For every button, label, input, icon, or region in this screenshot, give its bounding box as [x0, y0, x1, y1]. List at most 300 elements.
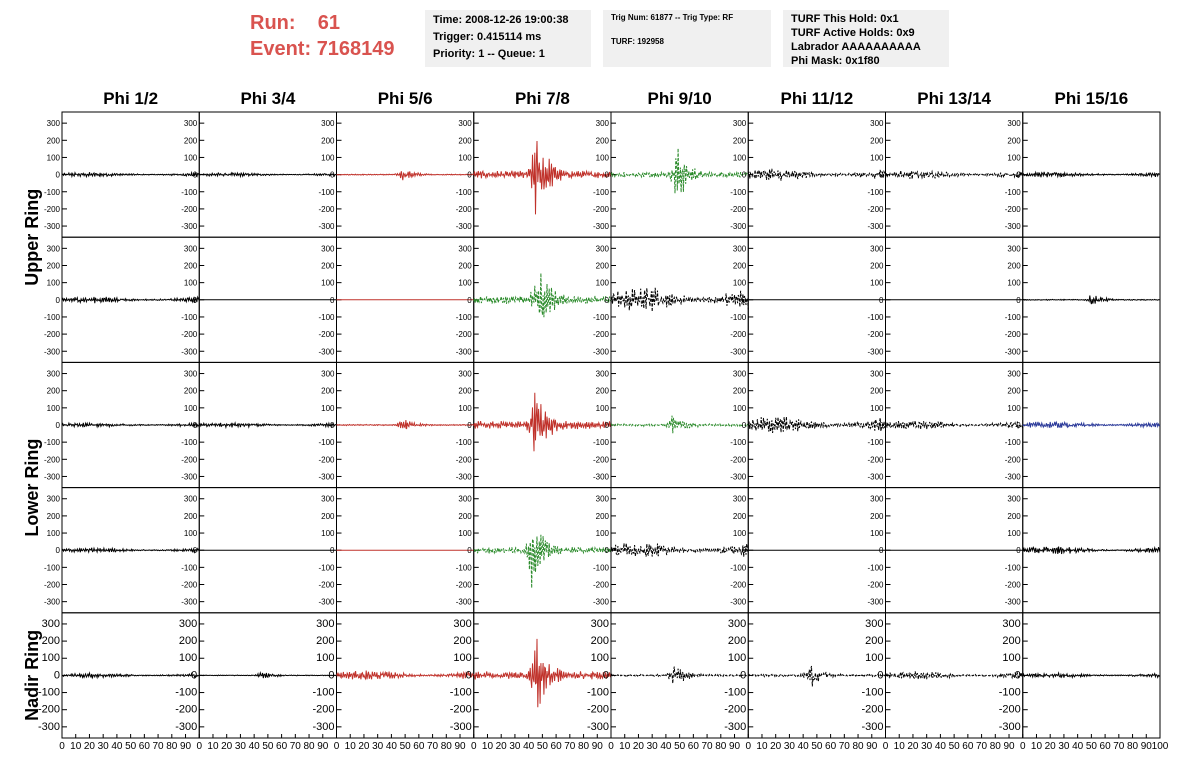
waveform-trace: [611, 543, 748, 556]
y-tick-label: 0: [879, 421, 884, 430]
y-tick-label: 300: [1007, 119, 1021, 129]
y-tick-label: 0: [879, 546, 884, 556]
y-tick-label: 200: [865, 635, 884, 648]
y-tick-label: -200: [867, 330, 884, 340]
y-tick-label: 0: [192, 170, 198, 180]
x-tick-label: 50: [125, 741, 137, 752]
y-tick-label: 0: [604, 170, 609, 180]
x-tick-label: 20: [358, 741, 370, 752]
y-tick-label: 0: [1016, 170, 1021, 180]
y-tick-label: 0: [53, 669, 60, 682]
row-label: Nadir Ring: [22, 629, 42, 721]
x-tick-label: 10: [70, 741, 82, 752]
event-label: Event:: [250, 38, 312, 60]
x-tick-label: 80: [989, 741, 1001, 752]
y-tick-label: -200: [867, 580, 884, 590]
y-tick-label: 100: [870, 153, 884, 163]
y-tick-label: 0: [741, 546, 747, 556]
y-tick-label: -200: [998, 703, 1021, 716]
y-tick-label: 200: [732, 136, 747, 146]
x-tick-label: 90: [591, 741, 603, 752]
y-tick-label: 300: [595, 244, 609, 254]
x-tick-label: 60: [413, 741, 425, 752]
x-tick-label: 20: [83, 741, 96, 752]
panel-frame: [611, 112, 748, 237]
y-tick-label: -100: [43, 563, 60, 573]
y-tick-label: -200: [181, 330, 198, 340]
y-tick-label: 0: [330, 170, 335, 180]
y-tick-label: -100: [998, 686, 1021, 699]
y-tick-label: -300: [455, 222, 472, 232]
y-tick-label: 0: [465, 669, 472, 682]
y-tick-label: -100: [861, 686, 884, 699]
y-tick-label: 300: [316, 617, 335, 630]
x-tick-label: 20: [221, 741, 233, 752]
x-tick-label: 80: [440, 741, 452, 752]
x-tick-label: 70: [427, 741, 439, 752]
waveform-trace: [62, 546, 199, 556]
x-tick-label: 60: [825, 741, 837, 752]
y-tick-label: -200: [586, 703, 609, 716]
y-tick-label: -100: [867, 438, 884, 448]
waveform-trace: [337, 420, 474, 429]
y-tick-label: -100: [43, 187, 60, 197]
y-tick-label: -300: [730, 222, 747, 232]
y-tick-label: 300: [732, 244, 747, 254]
y-tick-label: 200: [595, 511, 609, 521]
turf-hold-line: TURF This Hold: 0x1: [791, 13, 899, 25]
y-tick-label: -200: [592, 580, 609, 590]
x-tick-label: 60: [687, 741, 699, 752]
y-tick-label: 200: [458, 386, 472, 396]
x-tick-label: 0: [608, 741, 614, 752]
y-tick-label: 200: [727, 635, 747, 648]
y-tick-label: -100: [449, 686, 472, 699]
y-tick-label: -300: [1004, 472, 1021, 482]
x-tick-label: 20: [495, 741, 507, 752]
y-tick-label: -300: [449, 720, 472, 733]
x-tick-label: 50: [674, 741, 686, 752]
y-tick-label: 100: [732, 403, 747, 413]
x-tick-label: 0: [59, 741, 65, 752]
y-tick-label: 0: [741, 295, 747, 305]
y-tick-label: -100: [37, 686, 60, 699]
y-tick-label: 0: [467, 546, 472, 556]
y-tick-label: -300: [318, 472, 335, 482]
y-tick-label: -200: [1004, 455, 1021, 465]
x-tick-label: 30: [372, 741, 384, 752]
waveform-trace: [748, 417, 885, 433]
y-tick-label: 0: [192, 421, 198, 430]
y-tick-label: 100: [870, 278, 884, 288]
y-tick-label: -300: [1004, 222, 1021, 232]
y-tick-label: 200: [595, 136, 609, 146]
y-tick-label: -100: [730, 438, 747, 448]
y-tick-label: -100: [730, 563, 747, 573]
y-tick-label: -100: [1004, 563, 1021, 573]
x-tick-label: 40: [660, 741, 672, 752]
y-tick-label: -200: [592, 204, 609, 214]
column-title: Phi 13/14: [917, 89, 991, 108]
y-tick-label: 200: [870, 136, 884, 146]
y-tick-label: 200: [1007, 261, 1021, 271]
x-tick-label: 40: [523, 741, 535, 752]
y-tick-label: 200: [458, 511, 472, 521]
turf-count-line: TURF: 192958: [611, 37, 664, 46]
y-tick-label: 200: [183, 261, 198, 271]
y-tick-label: -100: [592, 187, 609, 197]
y-tick-label: 200: [595, 261, 609, 271]
y-tick-label: 200: [870, 511, 884, 521]
y-tick-label: 0: [741, 170, 747, 180]
y-tick-label: 0: [879, 170, 884, 180]
column-title: Phi 11/12: [780, 89, 854, 108]
waveform-trace: [1023, 296, 1160, 305]
y-tick-label: -100: [1004, 312, 1021, 322]
y-tick-label: -300: [1004, 347, 1021, 357]
y-tick-label: -100: [43, 312, 60, 322]
x-tick-label: 80: [166, 741, 178, 752]
column-title: Phi 15/16: [1054, 89, 1129, 108]
x-tick-label: 50: [399, 741, 411, 752]
y-tick-label: 100: [321, 153, 335, 163]
column-title: Phi 3/4: [240, 89, 296, 108]
y-tick-label: -100: [318, 563, 335, 573]
turf-active-line: TURF Active Holds: 0x9: [791, 27, 915, 39]
x-tick-label: 80: [303, 741, 315, 752]
column-title: Phi 5/6: [377, 89, 433, 108]
y-tick-label: -300: [312, 720, 335, 733]
y-tick-label: 200: [453, 635, 472, 648]
y-tick-label: 0: [604, 421, 609, 430]
x-tick-label: 40: [248, 741, 260, 752]
y-tick-label: -200: [455, 204, 472, 214]
y-tick-label: 300: [178, 617, 198, 630]
y-tick-label: 100: [183, 403, 198, 413]
waveform-trace: [886, 421, 1023, 430]
y-tick-label: -300: [318, 597, 335, 607]
y-tick-label: 200: [732, 511, 747, 521]
trigger-line: Trigger: 0.415114 ms: [433, 31, 542, 43]
x-tick-label: 0: [333, 741, 340, 752]
x-tick-label: 10: [756, 741, 768, 752]
y-tick-label: -100: [592, 312, 609, 322]
y-tick-label: -300: [455, 472, 472, 482]
x-tick-label: 10: [619, 741, 631, 752]
y-tick-label: 300: [183, 369, 198, 379]
x-tick-label: 60: [550, 741, 562, 752]
y-tick-label: -300: [37, 720, 60, 733]
y-tick-label: 300: [321, 369, 335, 379]
y-tick-label: -200: [449, 703, 472, 716]
y-tick-label: 300: [595, 119, 609, 129]
y-tick-label: -200: [181, 204, 198, 214]
y-tick-label: 0: [1014, 669, 1021, 682]
y-tick-label: 0: [467, 170, 472, 180]
y-tick-label: -100: [455, 187, 472, 197]
x-tick-label: 40: [934, 741, 946, 752]
y-tick-label: 100: [321, 529, 335, 539]
y-tick-label: 300: [732, 119, 747, 129]
y-tick-label: 100: [458, 403, 472, 413]
y-tick-label: -300: [730, 597, 747, 607]
y-tick-label: -200: [455, 455, 472, 465]
y-tick-label: 0: [192, 295, 198, 305]
row-label: Upper Ring: [22, 188, 42, 286]
y-tick-label: -300: [181, 222, 198, 232]
y-tick-label: -200: [181, 455, 198, 465]
y-tick-label: -100: [181, 312, 198, 322]
y-tick-label: -200: [43, 455, 60, 465]
y-tick-label: -100: [175, 686, 198, 699]
x-tick-label: 90: [728, 741, 741, 752]
x-tick-label: 70: [976, 741, 988, 752]
y-tick-label: 0: [330, 295, 335, 305]
y-tick-label: -100: [586, 686, 609, 699]
y-tick-label: 200: [458, 261, 472, 271]
y-tick-label: 300: [453, 617, 472, 630]
y-tick-label: 300: [732, 494, 747, 504]
y-tick-label: 300: [870, 494, 884, 504]
y-tick-label: -300: [181, 472, 198, 482]
waveform-trace: [337, 171, 474, 180]
y-tick-label: -100: [43, 438, 60, 448]
x-tick-label: 20: [770, 741, 782, 752]
waveform-trace: [1023, 673, 1160, 678]
y-tick-label: -300: [730, 472, 747, 482]
y-tick-label: 100: [458, 529, 472, 539]
priority-line: Priority: 1 -- Queue: 1: [433, 48, 545, 60]
x-tick-label: 50: [1085, 741, 1097, 752]
y-tick-label: 200: [870, 386, 884, 396]
y-tick-label: 300: [727, 617, 747, 630]
y-tick-label: -300: [998, 720, 1021, 733]
x-tick-label: 70: [838, 741, 850, 752]
waveform-trace: [199, 673, 336, 678]
y-tick-label: 300: [1007, 369, 1021, 379]
waveform-trace: [474, 141, 611, 214]
y-tick-label: -300: [867, 597, 884, 607]
y-tick-label: 300: [46, 494, 60, 504]
y-tick-label: -300: [43, 347, 60, 357]
panel-frame: [611, 488, 748, 613]
y-tick-label: -100: [867, 312, 884, 322]
y-tick-label: -300: [724, 720, 747, 733]
y-tick-label: 200: [321, 386, 335, 396]
y-tick-label: 300: [732, 369, 747, 379]
y-tick-label: -300: [43, 222, 60, 232]
waveform-trace: [199, 423, 336, 428]
y-tick-label: -200: [730, 580, 747, 590]
waveform-trace: [1023, 172, 1160, 177]
waveform-trace: [62, 172, 199, 177]
y-tick-label: -200: [724, 703, 747, 716]
y-tick-label: 300: [595, 369, 609, 379]
y-tick-label: 200: [1002, 635, 1021, 648]
y-tick-label: 200: [183, 511, 198, 521]
y-tick-label: 100: [1007, 153, 1021, 163]
y-tick-label: 300: [870, 244, 884, 254]
y-tick-label: -300: [592, 472, 609, 482]
y-tick-label: -100: [592, 438, 609, 448]
y-tick-label: 200: [1007, 136, 1021, 146]
run-value: 61: [317, 12, 341, 34]
y-tick-label: -100: [455, 438, 472, 448]
phi-mask-line: Phi Mask: 0x1f80: [791, 55, 880, 67]
x-tick-label: 70: [701, 741, 713, 752]
y-tick-label: 300: [183, 119, 198, 129]
y-tick-label: 100: [183, 529, 198, 539]
y-tick-label: 100: [178, 652, 198, 665]
y-tick-label: 300: [870, 119, 884, 129]
waveform-trace: [474, 393, 611, 452]
y-tick-label: -200: [43, 330, 60, 340]
y-tick-label: -100: [181, 438, 198, 448]
y-tick-label: 200: [732, 386, 747, 396]
y-tick-label: -200: [455, 330, 472, 340]
y-tick-label: 100: [183, 153, 198, 163]
y-tick-label: 100: [321, 278, 335, 288]
y-tick-label: -200: [181, 580, 198, 590]
y-tick-label: 100: [458, 153, 472, 163]
y-tick-label: -100: [181, 187, 198, 197]
y-tick-label: 0: [191, 669, 198, 682]
y-tick-label: -300: [455, 597, 472, 607]
x-tick-label: 50: [811, 741, 823, 752]
y-tick-label: -100: [181, 563, 198, 573]
y-tick-label: -200: [37, 703, 60, 716]
y-tick-label: -200: [43, 204, 60, 214]
run-label: Run:: [250, 12, 296, 34]
y-tick-label: 100: [41, 652, 60, 665]
x-tick-label: 80: [1126, 741, 1139, 752]
y-tick-label: 100: [732, 153, 747, 163]
column-title: Phi 7/8: [514, 89, 570, 108]
y-tick-label: 300: [321, 244, 335, 254]
y-tick-label: 0: [328, 669, 335, 682]
y-tick-label: -200: [43, 580, 60, 590]
x-tick-label: 0: [745, 741, 752, 752]
waveform-trace: [474, 273, 611, 317]
x-tick-label: 10: [1030, 741, 1043, 752]
event-value: 7168149: [316, 38, 395, 60]
waveform-trace: [62, 673, 199, 678]
x-tick-label: 90: [317, 741, 329, 752]
column-title: Phi 1/2: [103, 89, 159, 108]
y-tick-label: -100: [592, 563, 609, 573]
x-tick-label: 30: [1058, 741, 1070, 752]
x-tick-label: 30: [783, 741, 795, 752]
labrador-line: Labrador AAAAAAAAAA: [791, 41, 921, 53]
x-tick-label: 90: [1003, 741, 1015, 752]
y-tick-label: -100: [724, 686, 747, 699]
y-tick-label: -200: [455, 580, 472, 590]
y-tick-label: 300: [41, 617, 60, 630]
y-tick-label: 300: [46, 244, 60, 254]
y-tick-label: -300: [455, 347, 472, 357]
y-tick-label: 100: [46, 529, 60, 539]
y-tick-label: 300: [1007, 494, 1021, 504]
x-tick-label: 70: [152, 741, 164, 752]
y-tick-label: 300: [865, 617, 884, 630]
y-tick-label: 300: [595, 494, 609, 504]
y-tick-label: 0: [330, 421, 335, 430]
y-tick-label: -200: [730, 455, 747, 465]
y-tick-label: -100: [730, 187, 747, 197]
x-tick-label: 0: [882, 741, 889, 752]
y-tick-label: 300: [183, 494, 198, 504]
y-tick-label: 0: [741, 421, 747, 430]
y-tick-label: 200: [595, 386, 609, 396]
y-tick-label: -200: [318, 330, 335, 340]
x-tick-label: 30: [646, 741, 658, 752]
waveform-trace: [748, 666, 885, 686]
waveform-trace: [611, 148, 748, 193]
y-tick-label: -300: [318, 222, 335, 232]
x-tick-label: 80: [577, 741, 590, 752]
y-tick-label: 100: [1007, 529, 1021, 539]
y-tick-label: 100: [595, 403, 609, 413]
y-tick-label: -200: [730, 204, 747, 214]
x-tick-label: 20: [632, 741, 645, 752]
y-tick-label: -100: [455, 312, 472, 322]
waveform-trace: [1023, 422, 1160, 428]
y-tick-label: 200: [46, 136, 60, 146]
y-tick-label: 300: [1007, 244, 1021, 254]
x-tick-label: 70: [289, 741, 301, 752]
x-tick-label: 30: [509, 741, 521, 752]
y-tick-label: -300: [586, 720, 609, 733]
y-tick-label: -100: [312, 686, 335, 699]
y-tick-label: 300: [870, 369, 884, 379]
y-tick-label: -300: [181, 347, 198, 357]
column-title: Phi 9/10: [647, 89, 712, 108]
y-tick-label: -300: [43, 472, 60, 482]
y-tick-label: 200: [321, 136, 335, 146]
y-tick-label: -300: [1004, 597, 1021, 607]
y-tick-label: -100: [730, 312, 747, 322]
y-tick-label: -200: [730, 330, 747, 340]
y-tick-label: 0: [740, 669, 747, 682]
y-tick-label: -300: [730, 347, 747, 357]
y-tick-label: 100: [46, 278, 60, 288]
waveform-trace: [886, 170, 1023, 179]
y-tick-label: -200: [318, 204, 335, 214]
y-tick-label: -100: [1004, 438, 1021, 448]
y-tick-label: 0: [467, 295, 472, 305]
y-tick-label: 0: [192, 546, 198, 556]
y-tick-label: 100: [321, 403, 335, 413]
y-tick-label: -300: [592, 222, 609, 232]
y-tick-label: -300: [592, 347, 609, 357]
y-tick-label: -100: [867, 187, 884, 197]
y-tick-label: -200: [1004, 330, 1021, 340]
x-tick-label: 90: [1140, 741, 1152, 752]
y-tick-label: 200: [183, 386, 198, 396]
y-tick-label: 0: [879, 295, 884, 305]
y-tick-label: 0: [1016, 421, 1021, 430]
waveform-trace: [611, 667, 748, 684]
x-tick-label: 90: [454, 741, 466, 752]
x-tick-label: 40: [111, 741, 123, 752]
y-tick-label: -200: [318, 580, 335, 590]
x-tick-label: 90: [866, 741, 878, 752]
waveform-trace: [62, 423, 199, 427]
x-tick-label: 10: [207, 741, 219, 752]
x-tick-label: 60: [276, 741, 288, 752]
y-tick-label: 0: [55, 421, 60, 430]
waveform-trace: [886, 669, 1023, 682]
